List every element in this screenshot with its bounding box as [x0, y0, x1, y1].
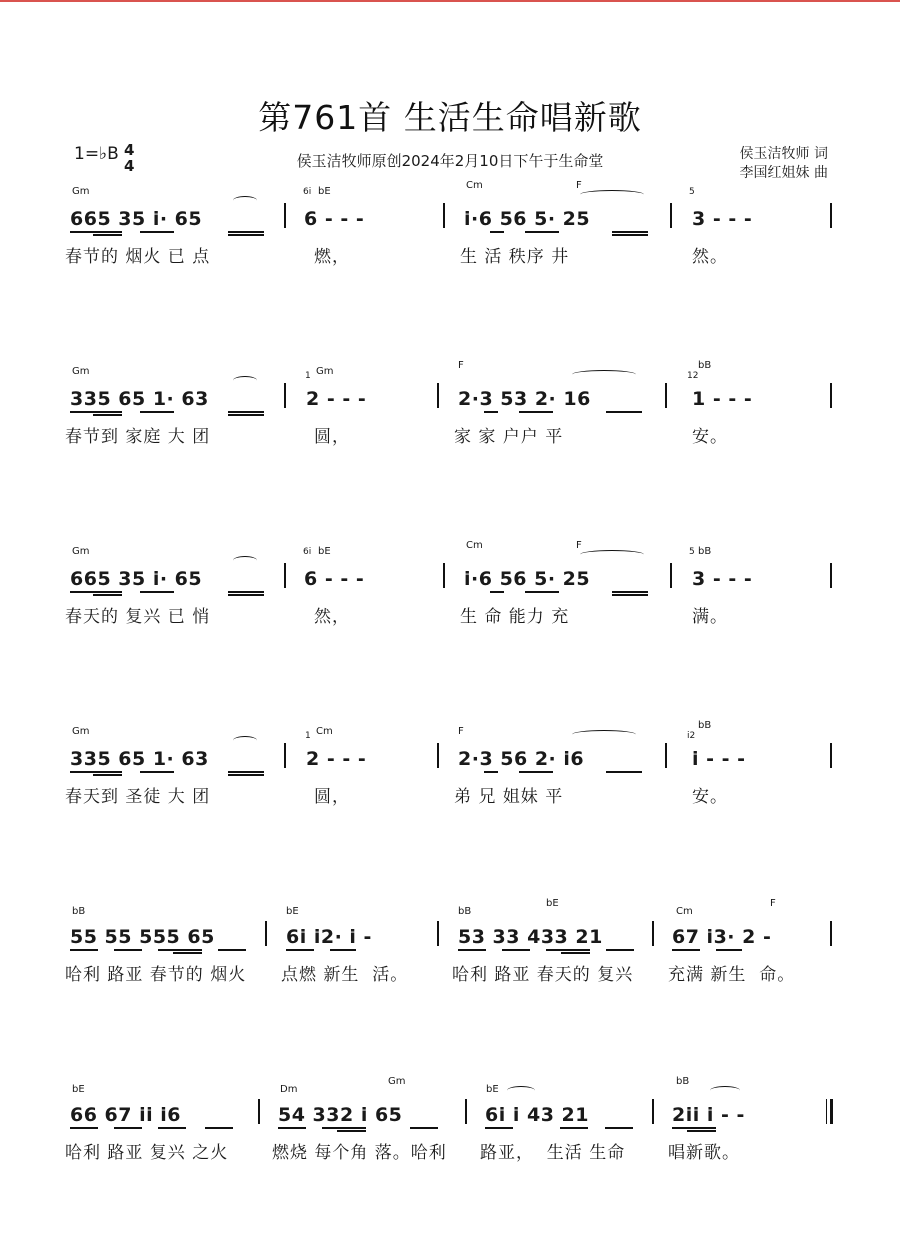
beam — [612, 231, 648, 233]
beam — [525, 231, 559, 233]
song-subtitle: 侯玉洁牧师原创2024年2月10日下午于生命堂 — [296, 152, 604, 170]
measure-1: 665 35 i· 65 — [70, 208, 203, 230]
beam — [672, 949, 700, 951]
lyric-line: 生 活 秩序 井 — [460, 247, 570, 267]
measure-4: 3 - - - — [692, 568, 753, 590]
beam — [546, 949, 590, 951]
beam — [158, 1127, 186, 1129]
measure-3: 2·3 56 2· i6 — [458, 748, 585, 770]
barline — [265, 921, 267, 946]
barline — [437, 743, 439, 768]
lyric-line: 春天到 圣徒 大 团 — [65, 787, 211, 807]
beam — [606, 949, 634, 951]
measure-1: 335 65 1· 63 — [70, 748, 209, 770]
top-border-line — [0, 0, 900, 2]
chord-label: Gm — [72, 186, 90, 197]
grace-note: 12 — [687, 371, 699, 381]
lyric-line: 圆， — [314, 427, 350, 447]
beam — [140, 231, 174, 233]
measure-1: 665 35 i· 65 — [70, 568, 203, 590]
beam — [93, 594, 122, 596]
beam — [612, 594, 648, 596]
beam — [716, 949, 742, 951]
barline — [443, 203, 445, 228]
tie — [233, 556, 257, 565]
lyric-line: 点燃 新生 活。 — [281, 965, 409, 985]
beam — [228, 231, 264, 233]
beam — [605, 1127, 633, 1129]
chord-label: bB — [698, 360, 712, 371]
measure-1: 55 55 555 65 — [70, 926, 215, 948]
beam — [228, 591, 264, 593]
beam — [484, 411, 498, 413]
lyric-line: 圆， — [314, 787, 350, 807]
lyric-line: 然， — [314, 607, 350, 627]
lyricist-credit: 侯玉洁牧师 词 — [739, 146, 828, 162]
beam — [140, 591, 174, 593]
tie — [580, 190, 644, 199]
beam — [158, 949, 202, 951]
beam — [93, 774, 122, 776]
beam — [205, 1127, 233, 1129]
measure-4: 67 i3· 2 - — [672, 926, 772, 948]
beam — [228, 774, 264, 776]
measure-4: 1 - - - — [692, 388, 753, 410]
score-system-5 — [0, 898, 900, 1014]
chord-label: Cm — [676, 906, 693, 917]
composer-credit: 李国红姐妹 曲 — [739, 165, 828, 181]
barline — [830, 203, 832, 228]
lyric-line: 燃， — [314, 247, 350, 267]
chord-label: F — [770, 898, 776, 909]
chord-label: bB — [676, 1076, 690, 1087]
barline — [465, 1099, 467, 1124]
measure-1: 335 65 1· 63 — [70, 388, 209, 410]
lyric-line: 唱新歌。 — [668, 1143, 740, 1163]
beam — [70, 591, 122, 593]
beam — [606, 411, 642, 413]
chord-label: Gm — [388, 1076, 406, 1087]
score-system-6 — [0, 1076, 900, 1192]
beam — [114, 949, 142, 951]
barline — [437, 921, 439, 946]
barline — [670, 203, 672, 228]
lyric-line: 春天的 复兴 已 悄 — [65, 607, 211, 627]
grace-note: 5 — [689, 547, 695, 557]
beam — [278, 1127, 306, 1129]
grace-note: 1 — [305, 731, 311, 741]
beam — [140, 771, 174, 773]
tie — [710, 1086, 740, 1095]
time-signature-bottom: 4 — [124, 157, 135, 175]
chord-label: bE — [318, 186, 331, 197]
beam — [286, 949, 314, 951]
beam — [228, 414, 264, 416]
lyric-line: 充满 新生 命。 — [668, 965, 796, 985]
key-signature: 1=♭B — [74, 144, 119, 164]
measure-4: 3 - - - — [692, 208, 753, 230]
chord-label: Gm — [72, 366, 90, 377]
chord-label: bE — [72, 1084, 85, 1095]
barline — [284, 203, 286, 228]
barline — [830, 383, 832, 408]
beam — [502, 949, 530, 951]
measure-2: 6 - - - — [304, 208, 365, 230]
lyric-line: 然。 — [692, 247, 728, 267]
beam — [228, 771, 264, 773]
chord-label: F — [458, 726, 464, 737]
lyric-line: 满。 — [692, 607, 728, 627]
beam — [337, 1130, 366, 1132]
grace-note: i2 — [687, 731, 696, 741]
tie — [580, 550, 644, 559]
beam — [70, 411, 122, 413]
lyric-line: 家 家 户户 平 — [454, 427, 564, 447]
chord-label: Gm — [316, 366, 334, 377]
score-system-4 — [0, 720, 900, 836]
score-system-2 — [0, 360, 900, 476]
grace-note: 6i — [303, 187, 312, 197]
beam — [228, 234, 264, 236]
lyric-line: 哈利 路亚 春节的 烟火 — [65, 965, 247, 985]
measure-2: 54 332 i 65 — [278, 1104, 403, 1126]
measure-3: 2·3 53 2· 16 — [458, 388, 591, 410]
chord-label: bE — [318, 546, 331, 557]
tie — [572, 370, 636, 379]
beam — [173, 952, 202, 954]
barline — [665, 383, 667, 408]
chord-label: bB — [72, 906, 86, 917]
time-signature-top: 4 — [124, 141, 135, 159]
beam — [218, 949, 246, 951]
tie — [507, 1086, 535, 1095]
grace-note: 5 — [689, 187, 695, 197]
lyric-line: 燃烧 每个角 落。哈利 — [272, 1143, 447, 1163]
beam — [70, 231, 122, 233]
lyric-line: 弟 兄 姐妹 平 — [454, 787, 564, 807]
chord-label: bE — [286, 906, 299, 917]
measure-2: 2 - - - — [306, 748, 367, 770]
chord-label: Cm — [466, 540, 483, 551]
beam — [93, 234, 122, 236]
tie — [233, 376, 257, 385]
chord-label: bE — [546, 898, 559, 909]
barline — [443, 563, 445, 588]
final-barline-thick — [830, 1099, 833, 1124]
beam — [519, 411, 553, 413]
beam — [70, 771, 122, 773]
measure-3: i·6 56 5· 25 — [464, 568, 591, 590]
beam — [687, 1130, 716, 1132]
chord-label: bE — [486, 1084, 499, 1095]
measure-2: 6i i2· i - — [286, 926, 372, 948]
beam — [519, 771, 553, 773]
barline — [284, 743, 286, 768]
chord-label: bB — [698, 546, 712, 557]
beam — [525, 591, 559, 593]
measure-2: 2 - - - — [306, 388, 367, 410]
chord-label: bB — [698, 720, 712, 731]
song-title: 第761首 生活生命唱新歌 — [258, 98, 642, 137]
measure-3: 6i i 43 21 — [485, 1104, 589, 1126]
barline — [665, 743, 667, 768]
beam — [114, 1127, 142, 1129]
chord-label: Gm — [72, 726, 90, 737]
beam — [322, 1127, 366, 1129]
barline — [652, 1099, 654, 1124]
barline — [284, 383, 286, 408]
tie — [233, 196, 257, 205]
lyric-line: 哈利 路亚 复兴 之火 — [65, 1143, 229, 1163]
lyric-line: 哈利 路亚 春天的 复兴 — [452, 965, 634, 985]
chord-label: Gm — [72, 546, 90, 557]
tie — [572, 730, 636, 739]
measure-4: i - - - — [692, 748, 746, 770]
beam — [612, 234, 648, 236]
chord-label: F — [576, 180, 582, 191]
chord-label: Dm — [280, 1084, 298, 1095]
barline — [284, 563, 286, 588]
lyric-line: 生 命 能力 充 — [460, 607, 570, 627]
measure-1: 66 67 ii i6 — [70, 1104, 181, 1126]
lyric-line: 春节到 家庭 大 团 — [65, 427, 211, 447]
beam — [70, 949, 98, 951]
lyric-line: 春节的 烟火 已 点 — [65, 247, 211, 267]
beam — [484, 771, 498, 773]
beam — [485, 1127, 513, 1129]
beam — [70, 1127, 98, 1129]
chord-label: Cm — [466, 180, 483, 191]
barline — [670, 563, 672, 588]
score-system-1 — [0, 180, 900, 296]
beam — [140, 411, 174, 413]
grace-note: 1 — [305, 371, 311, 381]
measure-3: 53 33 433 21 — [458, 926, 603, 948]
grace-note: 6i — [303, 547, 312, 557]
barline — [830, 743, 832, 768]
beam — [228, 594, 264, 596]
barline — [830, 921, 832, 946]
beam — [560, 1127, 588, 1129]
measure-3: i·6 56 5· 25 — [464, 208, 591, 230]
chord-label: F — [458, 360, 464, 371]
tie — [233, 736, 257, 745]
beam — [606, 771, 642, 773]
score-system-3 — [0, 540, 900, 656]
barline — [437, 383, 439, 408]
measure-4: 2ii i - - — [672, 1104, 745, 1126]
measure-2: 6 - - - — [304, 568, 365, 590]
beam — [612, 591, 648, 593]
beam — [93, 414, 122, 416]
barline — [652, 921, 654, 946]
beam — [330, 949, 356, 951]
chord-label: Cm — [316, 726, 333, 737]
barline — [258, 1099, 260, 1124]
beam — [490, 591, 504, 593]
beam — [490, 231, 504, 233]
chord-label: F — [576, 540, 582, 551]
barline — [830, 563, 832, 588]
lyric-line: 安。 — [692, 787, 728, 807]
beam — [410, 1127, 438, 1129]
chord-label: bB — [458, 906, 472, 917]
lyric-line: 路亚， 生活 生命 — [480, 1143, 626, 1163]
beam — [458, 949, 486, 951]
final-barline-thin — [826, 1099, 827, 1124]
lyric-line: 安。 — [692, 427, 728, 447]
beam — [561, 952, 590, 954]
beam — [672, 1127, 716, 1129]
beam — [228, 411, 264, 413]
